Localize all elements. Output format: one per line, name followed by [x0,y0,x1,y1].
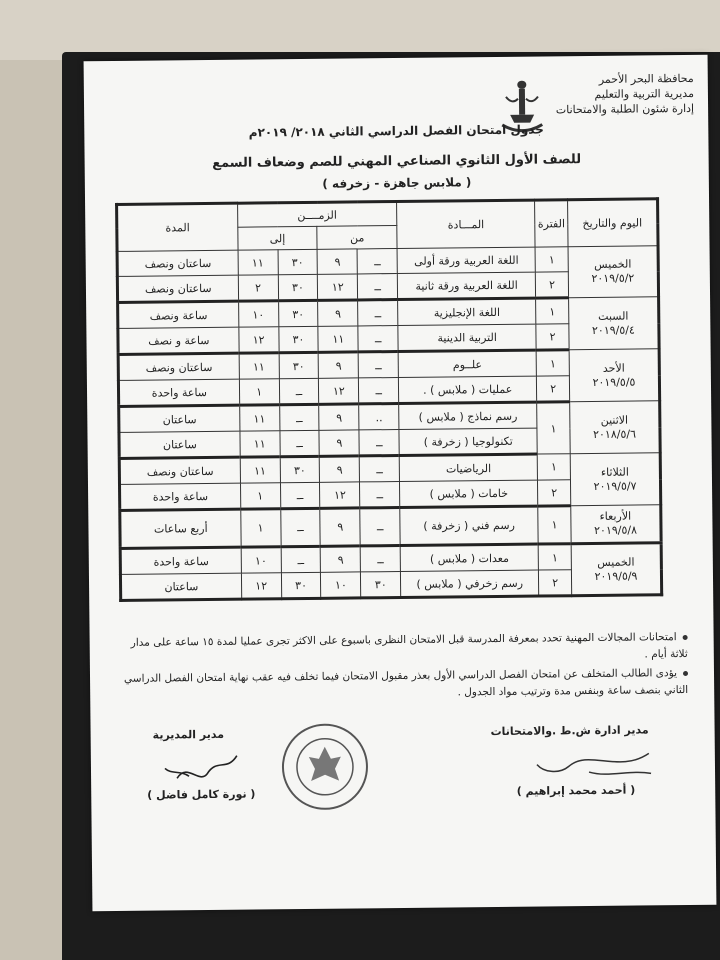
duration-cell: ساعة واحدة [120,547,241,574]
day-cell: الثلاثاء ٢٠١٩/٥/٧ [570,453,661,506]
to-hour: ١٢ [241,573,281,599]
to-hour: ١ [240,483,280,509]
schedule-specialization: ( ملابس جاهزة - زخرفه ) [322,175,472,191]
from-minute: ــ [358,326,398,352]
duration-cell: ساعة واحدة [119,483,240,510]
subject-cell: الرياضيات [399,454,537,481]
table-row [118,349,659,381]
to-minute: ٣٠ [279,352,319,378]
from-hour: ١٢ [318,274,358,300]
to-hour: ١١ [240,457,280,483]
period-cell: ١ [536,298,569,324]
duration-cell: ساعتان ونصف [117,275,238,302]
header-governorate: محافظة البحر الأحمر [598,71,694,86]
header-from: من [317,226,397,250]
from-hour: ٩ [319,404,359,430]
bullet-icon [683,634,688,639]
to-hour: ١١ [239,353,279,379]
period-cell: ١ [535,247,568,272]
to-hour: ٢ [238,275,278,301]
directorate-manager-name: ( نورة كامل فاضل ) [147,787,256,802]
period-cell: ٢ [537,376,570,402]
header-period: الفترة [535,200,568,247]
from-minute: ــ [358,352,398,378]
subject-cell: علــوم [398,350,536,377]
table-row [119,453,660,485]
subject-cell: خامات ( ملابس ) [400,480,538,507]
to-hour: ١١ [240,431,280,457]
from-minute: ــ [357,249,397,274]
subject-cell: اللغة العربية ورقة ثانية [397,272,535,299]
from-hour: ٩ [317,249,357,274]
table-header-row [117,199,658,229]
to-hour: ١١ [239,405,279,431]
day-cell: السبت ٢٠١٩/٥/٤ [569,297,660,350]
from-minute: ــ [358,300,398,326]
duration-cell: ساعة و نصف [118,327,239,354]
official-seal-icon [278,720,371,813]
duration-cell: ساعة ونصف [118,301,239,328]
subject-cell: تكنولوجيا ( زخرفة ) [399,428,537,455]
day-cell: الأربعاء ٢٠١٩/٥/٨ [571,505,661,544]
subject-cell: رسم زخرفي ( ملابس ) [401,570,539,597]
from-minute: ــ [359,378,399,404]
schedule-title: جدول امتحان الفصل الدراسي الثاني ٢٠١٨/ ٢٠١٩م [248,122,544,140]
from-minute: ٣٠ [361,571,401,597]
floor-background [0,0,720,60]
from-minute: ــ [360,456,400,482]
period-cell: ٢ [538,480,571,506]
header-to: إلى [237,226,317,250]
to-hour: ١١ [238,250,278,275]
duration-cell: ساعتان ونصف [118,353,239,380]
note-item: امتحانات المجالات المهنية تحدد بمعرفة المدرسة قبل الامتحان النظرى باسبوع على الاكثر تجرى عمليا لمدة ١٥ ساعة على مدار ثلاثة أيام . [130,631,688,661]
period-cell: ١ [538,544,571,570]
duration-cell: ساعتان [119,405,240,432]
ministry-header [555,71,694,117]
period-cell: ٢ [536,324,569,350]
to-minute: ٣٠ [281,572,321,598]
to-minute: ــ [279,378,319,404]
header-day: اليوم والتاريخ [568,199,658,247]
directorate-manager-title: مدير المديرية [152,727,225,742]
subject-cell: اللغة الإنجليزية [398,298,536,325]
to-minute: ٣٠ [278,274,318,300]
to-minute: ٣٠ [278,300,318,326]
from-hour: ٩ [320,456,360,482]
to-hour: ١٠ [238,301,278,327]
header-subject: المـــادة [397,200,536,248]
schedule-subtitle: للصف الأول الثانوي الصناعي المهني للصم وضعاف السمع [212,152,582,171]
exam-schedule-table [115,197,663,602]
to-minute: ــ [281,546,321,572]
note-item: يؤدى الطالب المتخلف عن امتحان الفصل الدراسي الأول بعذر مقبول الامتحان فيما تخلف فيه عقب نهاية امتحان الفصل الدراسي الثاني بنصف ساعة وبنفس مدة وترتيب مواد الجدول . [123,667,689,699]
exams-director-signature-icon [529,743,659,784]
header-time: الزمــــن [237,202,397,228]
from-hour: ٩ [318,300,358,326]
from-minute: ــ [360,546,400,572]
from-hour: ٩ [320,508,360,546]
to-minute: ــ [279,404,319,430]
duration-cell: ساعتان ونصف [119,457,240,484]
subject-cell: رسم فني ( زخرفة ) [400,506,538,545]
bullet-icon [683,670,688,675]
period-cell: ١ [538,506,571,544]
table-row [118,297,659,329]
day-cell: الاثنين ٢٠١٨/٥/٦ [570,401,661,454]
notes-section [114,629,689,707]
table-row [117,246,658,277]
from-minute: ــ [360,508,400,546]
from-minute: .. [359,404,399,430]
header-directorate: مديرية التربية والتعليم [594,86,695,101]
duration-cell: أربع ساعات [120,509,241,548]
duration-cell: ساعتان [120,573,241,600]
period-cell: ٢ [535,272,568,298]
from-hour: ٩ [319,430,359,456]
to-hour: ١ [240,509,280,547]
directorate-manager-signature-icon [141,748,251,789]
from-minute: ــ [360,482,400,508]
subject-cell: معدات ( ملابس ) [400,544,538,571]
from-minute: ــ [358,274,398,300]
from-hour: ٩ [319,352,359,378]
from-hour: ١٢ [320,482,360,508]
from-hour: ١١ [318,326,358,352]
exams-director-name: ( أحمد محمد إبراهيم ) [516,783,636,798]
header-duration: المدة [117,203,238,251]
period-cell: ٢ [539,570,572,596]
day-cell: الأحد ٢٠١٩/٥/٥ [569,349,660,402]
to-minute: ــ [280,508,320,546]
from-minute: ــ [359,430,399,456]
subject-cell: عمليات ( ملابس ) . [399,376,537,403]
table-row [120,505,661,549]
to-hour: ١٠ [241,547,281,573]
period-cell: ١ [537,402,570,454]
from-hour: ١٢ [319,378,359,404]
to-minute: ٣٠ [280,456,320,482]
to-minute: ــ [279,430,319,456]
table-row [119,401,660,433]
exams-director-title: مدير ادارة ش.ط .والامتحانات [490,723,649,739]
from-hour: ١٠ [321,572,361,598]
to-minute: ٣٠ [278,249,318,274]
duration-cell: ساعتان [119,431,240,458]
exam-schedule-paper [84,55,717,911]
table-row [120,543,661,575]
to-hour: ١٢ [239,327,279,353]
to-hour: ١ [239,379,279,405]
from-hour: ٩ [321,546,361,572]
to-minute: ــ [280,482,320,508]
subject-cell: التربية الدينية [398,324,536,351]
header-department: إدارة شئون الطلبة والامتحانات [555,101,695,117]
duration-cell: ساعة واحدة [118,379,239,406]
day-cell: الخميس ٢٠١٩/٥/٩ [571,543,662,596]
subject-cell: اللغة العربية ورقة أولى [397,247,535,273]
duration-cell: ساعتان ونصف [117,250,238,276]
subject-cell: رسم نماذج ( ملابس ) [399,402,537,429]
period-cell: ١ [536,350,569,376]
to-minute: ٣٠ [278,326,318,352]
day-cell: الخميس ٢٠١٩/٥/٢ [568,246,658,298]
period-cell: ١ [537,454,570,480]
